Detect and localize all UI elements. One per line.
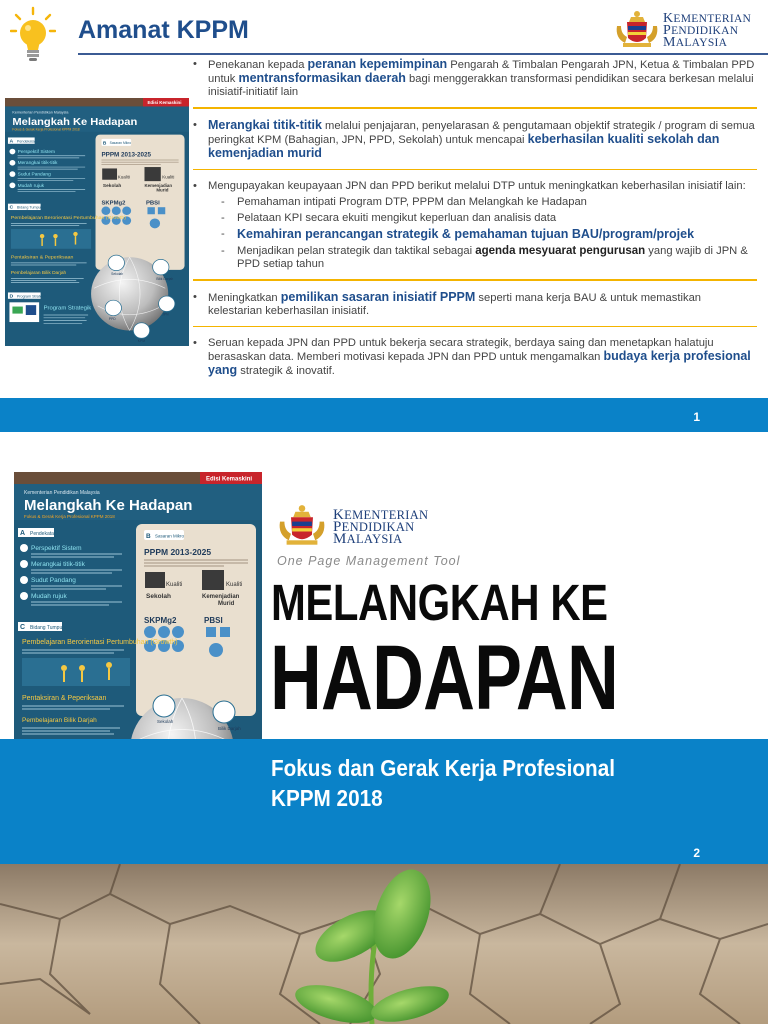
slide-1 xyxy=(0,0,768,432)
slide-3-seedling-photo xyxy=(0,864,768,1024)
bullet-item: • Mengupayakan keupayaan JPN dan PPD berikut melalui DTP untuk meningkatkan keberhasilan inisiatif lain: - Pemahaman intipati Program DTP, PPPM dan Melangkah ke Hadapan - Pelataan KPI secara ekuiti mengikut keperluan dan analisis data - Kemahiran perancangan strategik & pemahaman tujuan BAU/program/projek - Menjadikan pelan strategik dan taktikal sebagai agenda mesyuarat pengurusan yang wajib di JPN & PPD setiap tahun xyxy=(193,180,757,271)
section-divider xyxy=(193,326,757,328)
footer-band xyxy=(0,398,768,432)
title-divider xyxy=(78,53,768,55)
bullet-item: • Seruan kepada JPN dan PPD untuk bekerja secara strategik, berdaya saing dan menetapkan halatuju berasaskan data. Memberi motivasi kepada JPN dan PPD untuk mengamalkan budaya kerja profesional yang strategik & inovatif. xyxy=(193,337,751,377)
ministry-logo xyxy=(273,504,438,548)
coat-of-arms-icon xyxy=(273,504,331,548)
sub-list xyxy=(193,196,757,271)
section-divider xyxy=(193,279,757,281)
seedling-cracked-earth-image xyxy=(0,864,768,1024)
sub-list-item: - Pelataan KPI secara ekuiti mengikut keperluan dan analisis data xyxy=(221,212,557,224)
bullet-item: • Merangkai titik-titik melalui penjajaran, penyelarasan & pengutamaan objektif strategik / program di semua peringkat KPM (Bahagian, JPN, PPD, Sekolah) untuk mencapai keberhasilan kualiti sekolah dan kemenjadian murid xyxy=(193,117,755,160)
page-number: 1 xyxy=(693,410,700,424)
section-divider xyxy=(193,169,757,171)
tool-label: One Page Management Tool xyxy=(277,554,461,568)
section-divider xyxy=(193,107,757,109)
ministry-name: KEMENTERIAN PENDIDIKAN MALAYSIA xyxy=(333,507,429,547)
bullet-item: • Penekanan kepada peranan kepemimpinan Pengarah & Timbalan Pengarah JPN, Ketua & Timbalan PPD untuk mentransformasikan daerah bagi menggerakkan transformasi pendidikan secara berkesan melalui inisiatif-initiatif lain xyxy=(193,57,755,98)
title-line-1: MELANGKAH KE xyxy=(271,574,608,631)
bullet-dot: • xyxy=(193,337,197,349)
ministry-name: KEMENTERIAN PENDIDIKAN MALAYSIA xyxy=(663,11,752,50)
subtitle: Fokus dan Gerak Kerja Profesional KPPM 2018 xyxy=(271,755,615,811)
ministry-logo xyxy=(613,10,765,50)
lightbulb-icon xyxy=(10,6,56,66)
bullet-dot: • xyxy=(193,58,197,70)
bullet-dot: • xyxy=(193,118,197,131)
slide-2 xyxy=(0,432,768,864)
bullet-dot: • xyxy=(193,290,197,303)
title-line-2: HADAPAN xyxy=(270,627,619,729)
melangkah-poster-thumbnail xyxy=(5,98,189,346)
sub-list-item: - Kemahiran perancangan strategik & pemahaman tujuan BAU/program/projek xyxy=(221,227,695,241)
slide-title: Amanat KPPM xyxy=(78,16,249,44)
sub-list-item: - Pemahaman intipati Program DTP, PPPM dan Melangkah ke Hadapan xyxy=(221,196,587,208)
bullet-item: • Meningkatkan pemilikan sasaran inisiatif PPPM seperti mana kerja BAU & untuk memastikan kelestarian keberhasilan inisiatif. xyxy=(193,289,702,317)
sub-list-item: - Menjadikan pelan strategik dan taktikal sebagai agenda mesyuarat pengurusan yang wajib di JPN & PPD setiap tahun xyxy=(221,245,748,270)
bullet-list xyxy=(193,58,757,378)
coat-of-arms-icon xyxy=(613,10,661,50)
page-number: 2 xyxy=(693,846,700,860)
bullet-dot: • xyxy=(193,180,197,192)
